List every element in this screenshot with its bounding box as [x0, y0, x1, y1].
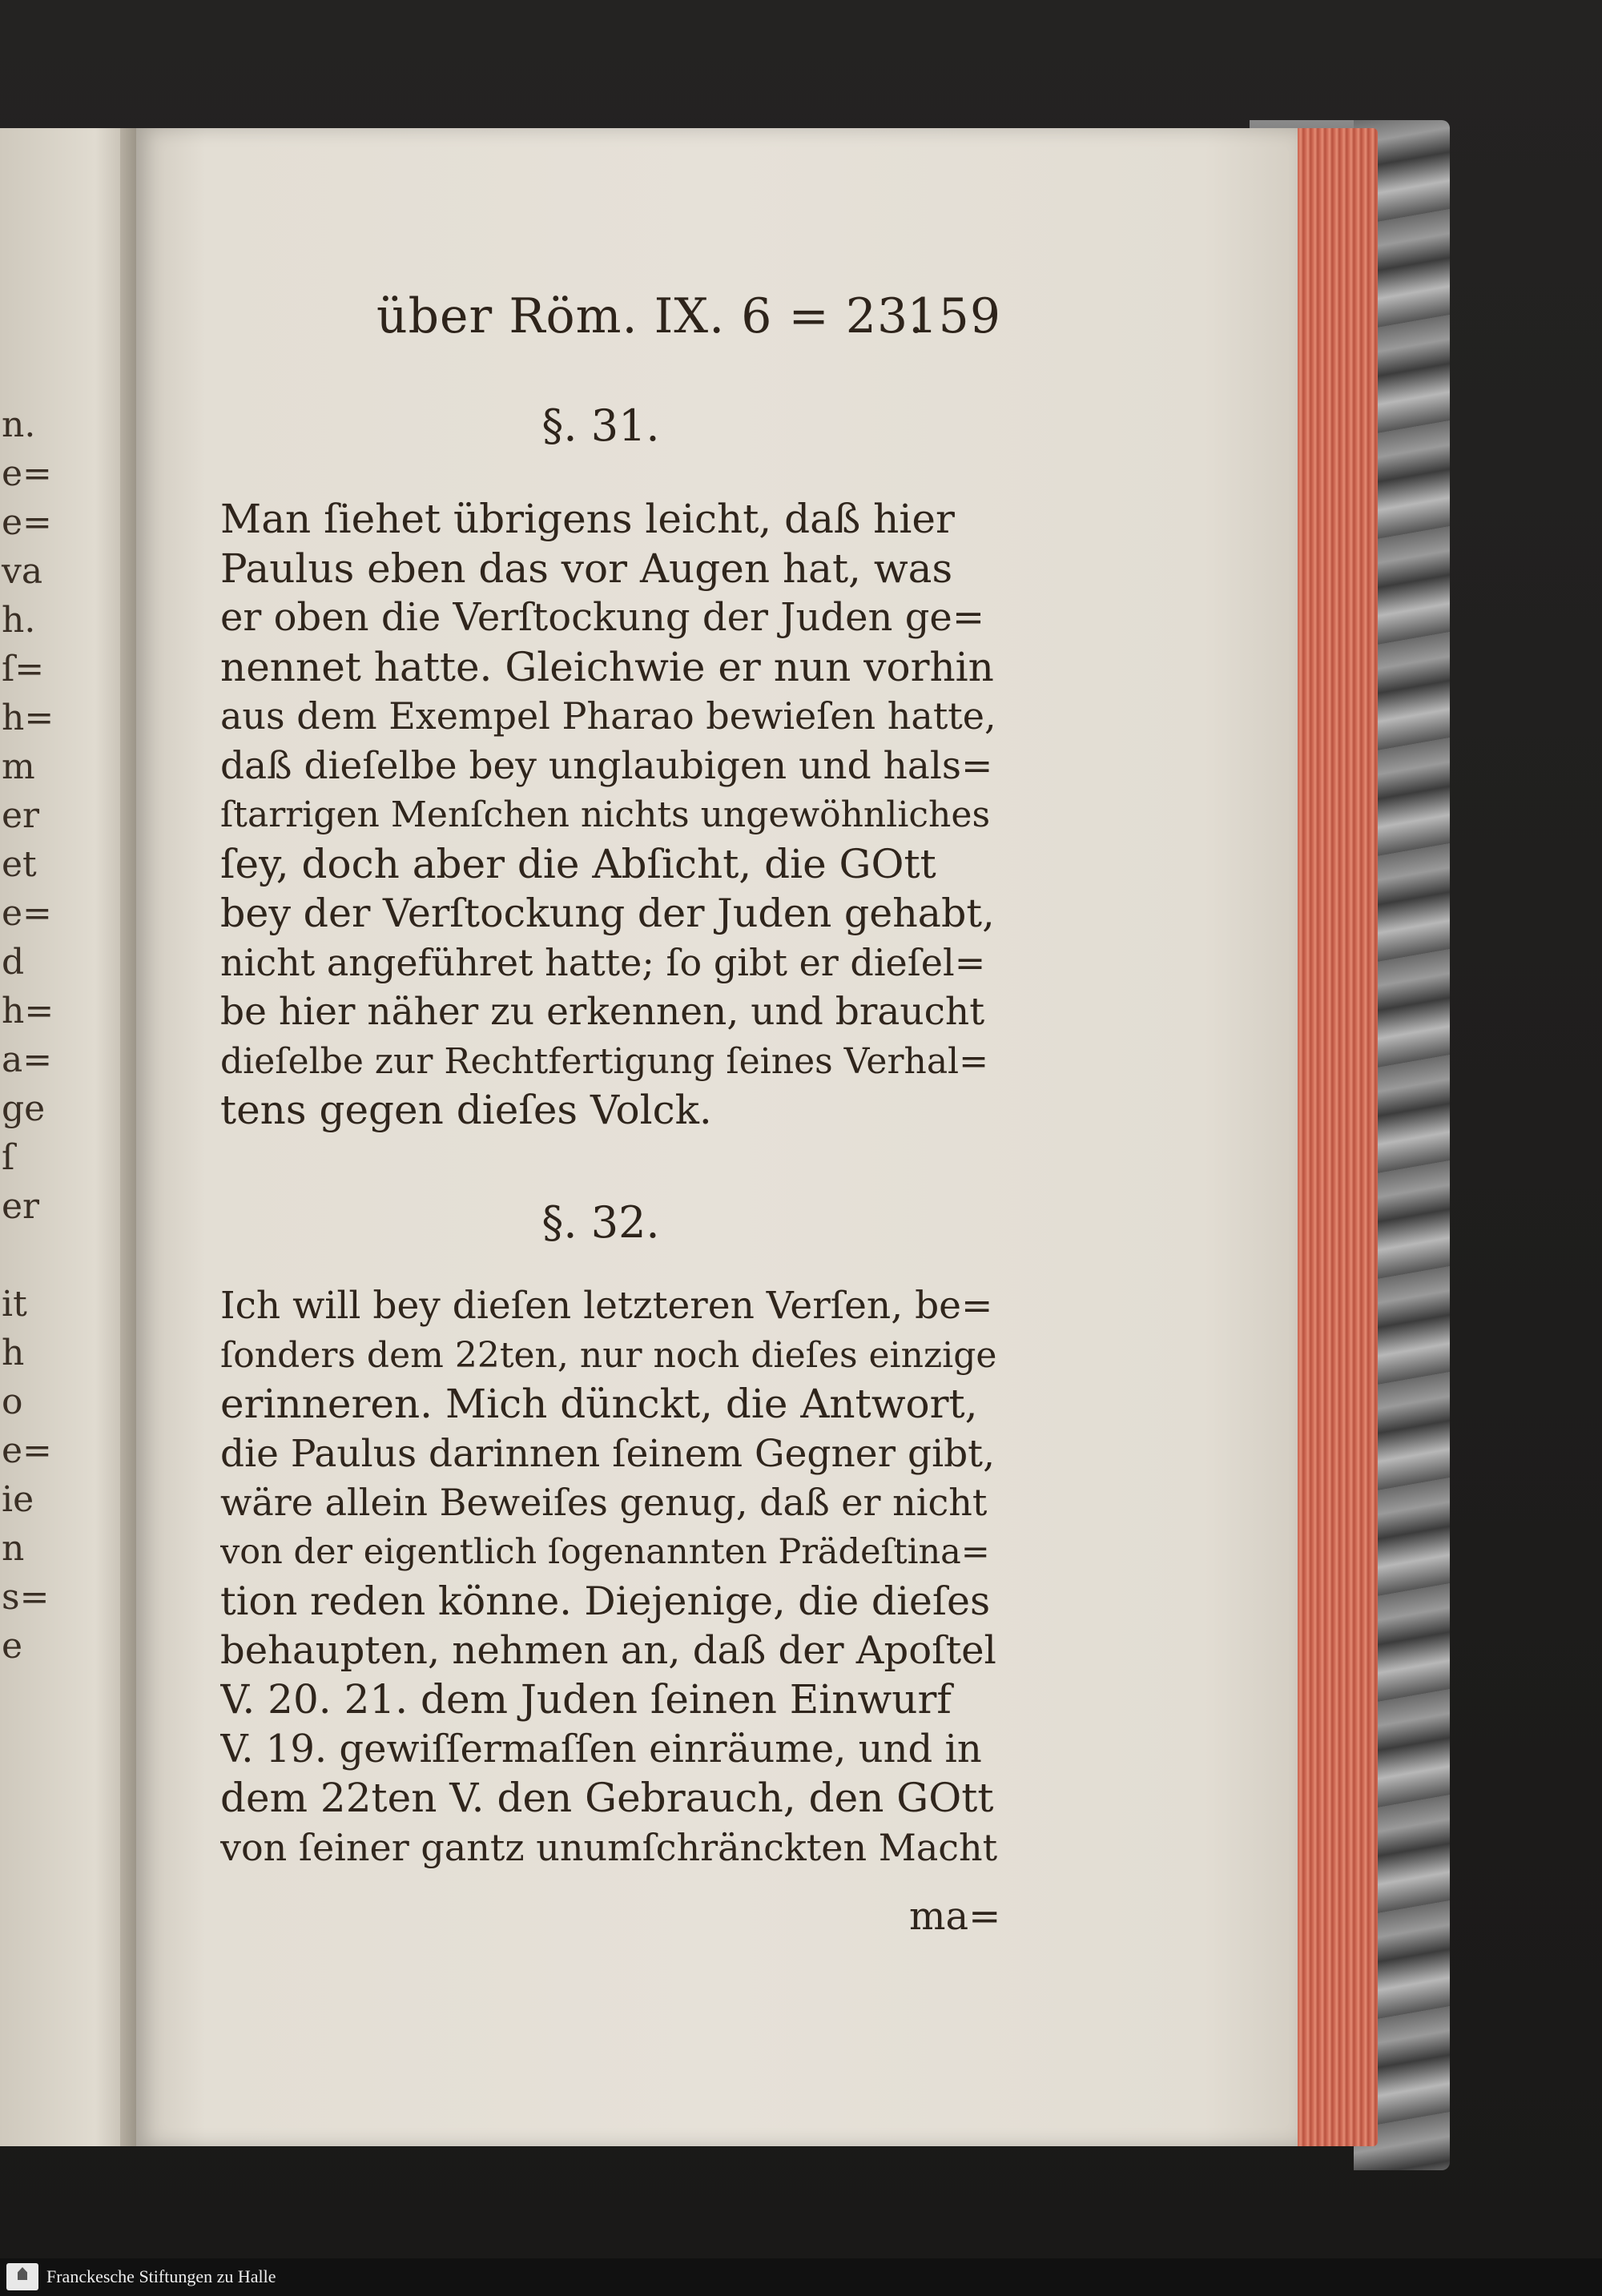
- text-line: von ſeiner gantz unumſchränckten Macht: [220, 1825, 997, 1869]
- text-line: behaupten, nehmen an, daß der Apoſtel: [220, 1627, 996, 1673]
- text-line: V. 19. gewiſſermaſſen einräume, und in: [220, 1726, 982, 1771]
- text-line: bey der Verſtockung der Juden gehabt,: [220, 891, 995, 936]
- text-line: von der eigentlich ſogenannten Prädeſtina=: [220, 1531, 990, 1572]
- section-31-text: [220, 495, 997, 1136]
- left-page-fragment: ſ=: [2, 649, 45, 690]
- left-page-fragment: ie: [2, 1479, 34, 1520]
- text-line: be hier näher zu erkennen, und braucht: [220, 990, 985, 1034]
- text-line: ſey, doch aber die Abſicht, die GOtt: [220, 840, 936, 887]
- text-line: nicht angeführet hatte; ſo gibt er dieſel=: [220, 940, 986, 984]
- section-32-text: [220, 1281, 997, 1872]
- left-page-fragment: a=: [2, 1039, 53, 1080]
- left-page-fragment: d: [2, 942, 25, 983]
- text-line: ſonders dem 22ten, nur noch dieſes einzige: [220, 1334, 997, 1376]
- text-line: nennet hatte. Gleichwie er nun vorhin: [220, 643, 994, 690]
- footer-bar: [0, 2258, 1602, 2296]
- left-page-fragment: o: [2, 1381, 23, 1422]
- left-page-text-fragments: [2, 400, 54, 1671]
- text-line: die Paulus darinnen ſeinem Gegner gibt,: [220, 1431, 996, 1476]
- left-page-fragment: ge: [2, 1088, 46, 1129]
- text-line: tens gegen dieſes Volck.: [220, 1087, 712, 1133]
- left-page-fragment: e=: [2, 453, 52, 494]
- text-line: Paulus eben das vor Augen hat, was: [220, 545, 953, 592]
- left-page-fragment: h=: [2, 991, 54, 1031]
- text-line: wäre allein Beweiſes genug, daß er nicht: [220, 1481, 988, 1524]
- text-line: daß dieſelbe bey unglaubigen und hals=: [220, 743, 993, 788]
- left-page-fragment: [2, 1231, 50, 1280]
- left-page-fragment: h: [2, 1333, 25, 1373]
- left-page-fragment: e=: [2, 502, 52, 543]
- page-number: 159: [907, 288, 1001, 344]
- left-page-fragment: it: [2, 1284, 27, 1325]
- footer-institution-name: Franckesche Stiftungen zu Halle: [46, 2266, 276, 2286]
- left-page-fragment: et: [2, 844, 37, 885]
- text-line: dieſelbe zur Rechtfertigung ſeines Verhal=: [220, 1040, 988, 1082]
- left-page-fragment: n: [2, 1528, 25, 1569]
- left-page-fragment: m: [2, 746, 35, 787]
- left-page-fragment: h=: [2, 698, 54, 738]
- section-heading-32: §. 32.: [541, 1197, 660, 1248]
- left-page-fragment: e=: [2, 893, 52, 934]
- left-page-fragment: s=: [2, 1577, 50, 1618]
- left-page-fragment: er: [2, 795, 40, 836]
- text-line: tion reden könne. Diejenige, die dieſes: [220, 1578, 991, 1624]
- left-page-fragment: e=: [2, 1430, 52, 1471]
- left-page-fragment: n.: [2, 404, 36, 445]
- institution-logo-icon: [6, 2263, 38, 2290]
- text-line: Ich will bey dieſen letzteren Verſen, be=: [220, 1284, 993, 1328]
- left-page-fragment: va: [2, 551, 43, 592]
- running-head-title: über Röm. IX. 6 = 23.: [376, 288, 925, 344]
- text-line: dem 22ten V. den Gebrauch, den GOtt: [220, 1775, 994, 1821]
- left-page-fragment: er: [2, 1186, 40, 1227]
- text-line: er oben die Verſtockung der Juden ge=: [220, 595, 985, 640]
- catchword: ma=: [909, 1894, 1001, 1939]
- section-heading-31: §. 31.: [541, 400, 660, 451]
- left-page-fragment: h.: [2, 600, 36, 641]
- text-line: V. 20. 21. dem Juden ſeinen Einwurf: [220, 1676, 952, 1723]
- text-line: ſtarrigen Menſchen nichts ungewöhnliches: [220, 794, 991, 835]
- left-page-fragment: e: [2, 1626, 23, 1667]
- text-line: aus dem Exempel Pharao bewieſen hatte,: [220, 694, 996, 738]
- text-line: erinneren. Mich dünckt, die Antwort,: [220, 1381, 978, 1427]
- text-line: Man ſiehet übrigens leicht, daß hier: [220, 496, 955, 542]
- left-page-fragment: ſ: [2, 1137, 15, 1178]
